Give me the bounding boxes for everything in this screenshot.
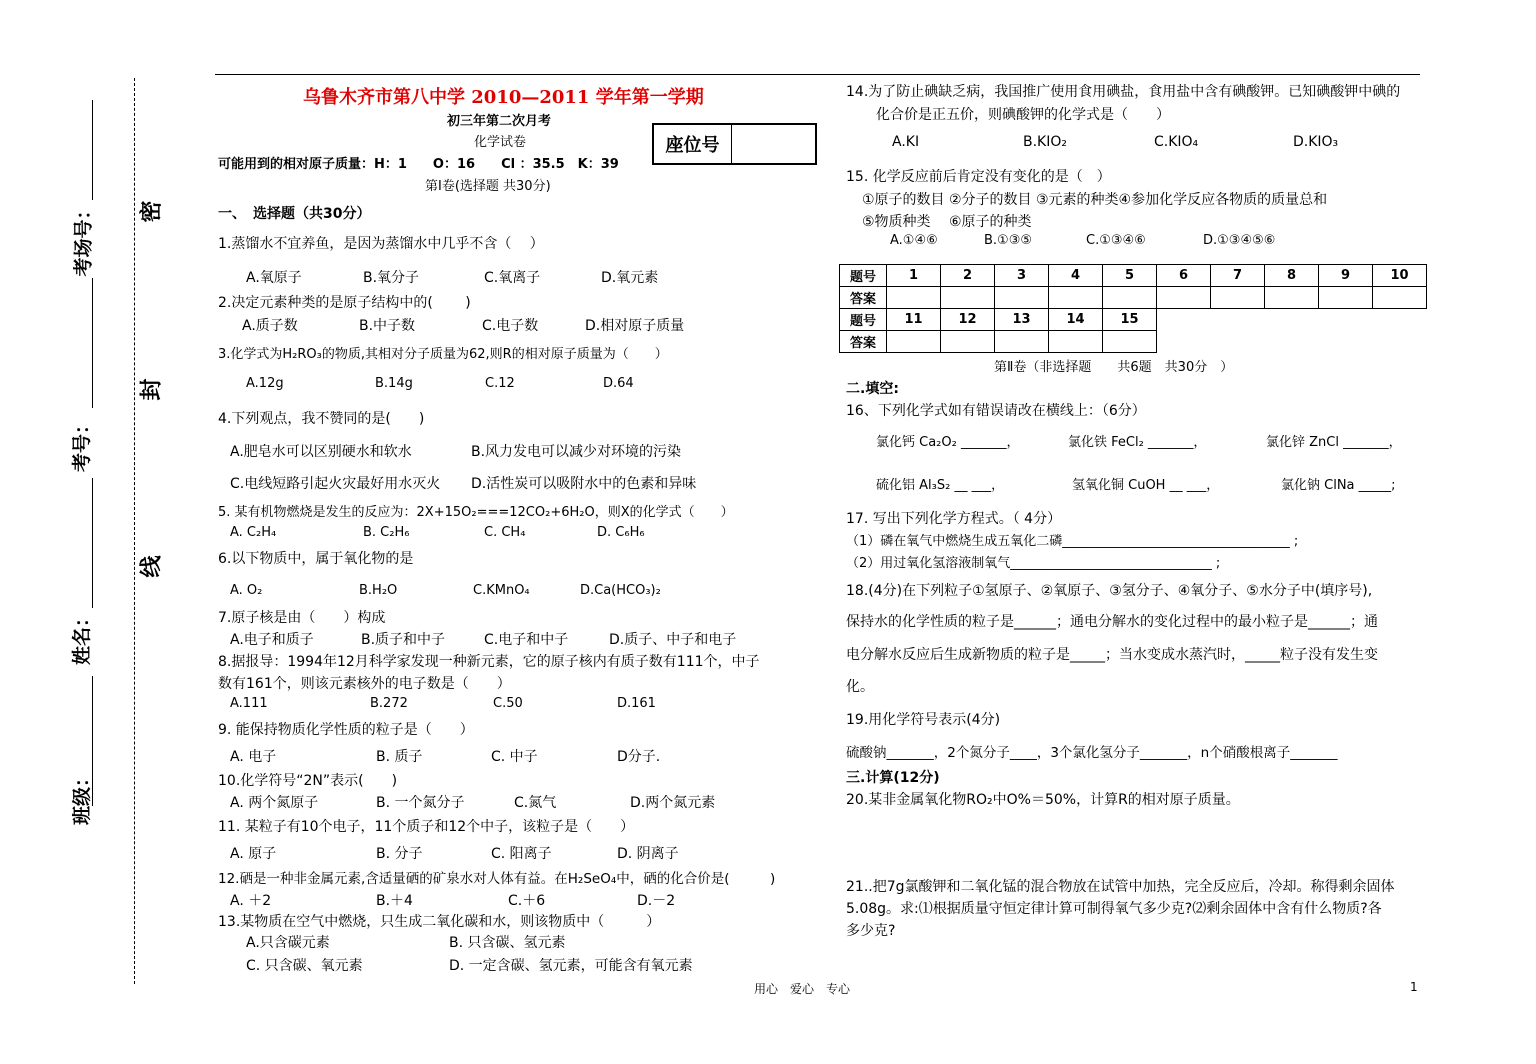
q15-stem: 15. 化学反应前后肯定没有变化的是（ ） — [846, 169, 1111, 185]
q12-stem: 12.硒是一种非金属元素,含适量硒的矿泉水对人体有益。在H₂SeO₄中，硒的化合价是( ) — [218, 871, 776, 887]
question-number-cell: 3 — [995, 265, 1049, 287]
q21-stem-cont-2: 多少克? — [846, 923, 896, 939]
q2-stem: 2.决定元素种类的是原子结构中的( ) — [218, 295, 471, 311]
answer-cell[interactable] — [995, 287, 1049, 309]
answer-cell[interactable] — [1103, 331, 1157, 353]
q8-option-b: B.272 — [370, 696, 408, 711]
table-row — [840, 309, 1157, 331]
q8-stem-cont: 数有161个，则该元素核外的电子数是（ ） — [218, 676, 511, 692]
q10-option-c: C.氮气 — [514, 795, 557, 811]
answer-cell[interactable] — [1049, 287, 1103, 309]
q16-item-2: 氯化铁 FeCl₂ _______， — [1068, 435, 1207, 450]
q8-option-d: D.161 — [617, 696, 656, 711]
q4-option-d: D.活性炭可以吸附水中的色素和异味 — [471, 476, 697, 492]
q3-option-a: A.12g — [246, 376, 284, 391]
q8-option-c: C.50 — [493, 696, 523, 711]
exam-subject: 化学试卷 — [474, 135, 527, 150]
q6-option-a: A. O₂ — [230, 583, 263, 598]
q1-option-d: D.氧元素 — [601, 270, 659, 286]
q13-option-c: C. 只含碳、氧元素 — [246, 958, 363, 974]
table-header-cell: 答案 — [840, 287, 887, 309]
section3-heading: 三.计算(12分) — [846, 770, 940, 786]
q6-stem: 6.以下物质中，属于氧化物的是 — [218, 551, 414, 567]
page-number: 1 — [1410, 980, 1418, 994]
q11-stem: 11. 某粒子有10个电子，11个质子和12个中子，该粒子是（ ） — [218, 819, 635, 835]
q16-item-3: 氯化锌 ZnCl _______， — [1266, 435, 1402, 450]
q5-option-a: A. C₂H₄ — [230, 525, 277, 540]
q12-option-b: B.＋4 — [376, 893, 413, 909]
q21-stem: 21..把7g氯酸钾和二氧化锰的混合物放在试管中加热，完全反应后，冷却。称得剩余固体 — [846, 879, 1395, 895]
answer-table — [839, 264, 1427, 309]
q14-stem-cont: 化合价是正五价，则碘酸钾的化学式是（ ） — [876, 107, 1170, 123]
q18-stem: 18.(4分)在下列粒子①氢原子、②氧原子、③氢分子、④氧分子、⑤水分子中(填序号), — [846, 583, 1373, 599]
seal-char-feng: 封 — [139, 378, 165, 401]
answer-cell[interactable] — [1319, 287, 1373, 309]
atomic-mass-note: 可能用到的相对原子质量：H：1 O：16 Cl ：35.5 K：39 — [218, 157, 619, 172]
exam-room-label: 考场号： — [72, 200, 95, 277]
q11-option-b: B. 分子 — [376, 846, 423, 862]
q13-option-a: A.只含碳元素 — [246, 935, 330, 951]
q7-option-b: B.质子和中子 — [361, 632, 446, 648]
question-number-cell: 5 — [1103, 265, 1157, 287]
question-number-cell: 1 — [887, 265, 941, 287]
section2-heading: 二.填空: — [846, 381, 899, 397]
answer-cell[interactable] — [887, 287, 941, 309]
answer-cell[interactable] — [1157, 287, 1211, 309]
class-label: 班级： — [71, 767, 94, 826]
q17-part2: （2）用过氧化氢溶液制氧气_______________________________ ; — [846, 556, 1221, 571]
exam-title: 乌鲁木齐市第八中学 2010—2011 学年第一学期 — [303, 87, 704, 108]
q4-option-b: B.风力发电可以减少对环境的污染 — [471, 444, 682, 460]
answer-cell[interactable] — [941, 287, 995, 309]
q15-option-c: C.①③④⑥ — [1086, 233, 1146, 248]
q9-stem: 9. 能保持物质化学性质的粒子是（ ） — [218, 722, 474, 738]
answer-table-2 — [839, 308, 1157, 353]
q3-option-b: B.14g — [375, 376, 413, 391]
q1-option-c: C.氧离子 — [484, 270, 541, 286]
q4-option-a: A.肥皂水可以区别硬水和软水 — [230, 444, 412, 460]
question-number-cell: 15 — [1103, 309, 1157, 331]
q15-option-d: D.①③④⑤⑥ — [1203, 233, 1276, 248]
q3-option-d: D.64 — [603, 376, 634, 391]
q2-option-a: A.质子数 — [242, 318, 298, 334]
q17-part1: （1）磷在氧气中燃烧生成五氧化二磷___________________________________ ; — [846, 534, 1299, 549]
q6-option-b: B.H₂O — [359, 583, 398, 598]
q5-option-b: B. C₂H₆ — [363, 525, 410, 540]
exam-number-label: 考号： — [71, 414, 94, 473]
part1-heading: 第Ⅰ卷(选择题 共30分) — [425, 179, 551, 194]
q9-option-a: A. 电子 — [230, 749, 277, 765]
table-header-cell: 题号 — [840, 265, 887, 287]
q3-option-c: C.12 — [485, 376, 515, 391]
table-row — [840, 265, 1427, 287]
q2-option-d: D.相对原子质量 — [585, 318, 685, 334]
question-number-cell: 14 — [1049, 309, 1103, 331]
q19-line-2: 硫酸钠_______，2个氮分子____，3个氯化氢分子_______，n个硝酸根离子_______ — [846, 745, 1338, 761]
q7-option-a: A.电子和质子 — [230, 632, 314, 648]
q4-option-c: C.电线短路引起火灾最好用水灭火 — [230, 476, 441, 492]
q14-option-c: C.KIO₄ — [1154, 134, 1199, 150]
q9-option-b: B. 质子 — [376, 749, 423, 765]
q13-option-b: B. 只含碳、氢元素 — [449, 935, 566, 951]
table-header-cell: 题号 — [840, 309, 887, 331]
q10-option-a: A. 两个氮原子 — [230, 795, 319, 811]
q7-option-c: C.电子和中子 — [484, 632, 569, 648]
q2-option-c: C.电子数 — [482, 318, 539, 334]
q19-stem: 19.用化学符号表示(4分) — [846, 712, 1001, 728]
q15-option-b: B.①③⑤ — [984, 233, 1033, 248]
q12-option-a: A. ＋2 — [230, 893, 272, 909]
question-number-cell: 6 — [1157, 265, 1211, 287]
q16-item-1: 氯化钙 Ca₂O₂ _______， — [876, 435, 1020, 450]
q11-option-c: C. 阳离子 — [491, 846, 552, 862]
q14-option-d: D.KIO₃ — [1293, 134, 1339, 150]
question-number-cell: 12 — [941, 309, 995, 331]
question-number-cell: 2 — [941, 265, 995, 287]
name-label: 姓名： — [71, 607, 94, 666]
answer-cell[interactable] — [995, 331, 1049, 353]
q10-option-d: D.两个氮元素 — [630, 795, 716, 811]
binding-line — [92, 100, 93, 200]
q1-option-a: A.氧原子 — [246, 270, 302, 286]
q16-item-5: 氢氧化铜 CuOH __ ___， — [1072, 478, 1220, 493]
binding-line — [92, 278, 93, 408]
seat-number-label: 座位号 — [654, 125, 732, 163]
top-rule — [215, 74, 1420, 75]
q13-option-d: D. 一定含碳、氢元素，可能含有氧元素 — [449, 958, 693, 974]
question-number-cell: 4 — [1049, 265, 1103, 287]
answer-cell[interactable] — [1373, 287, 1427, 309]
table-row — [840, 331, 1157, 353]
answer-cell[interactable] — [941, 331, 995, 353]
question-number-cell: 8 — [1265, 265, 1319, 287]
q18-line-2: 保持水的化学性质的粒子是______；通电分解水的变化过程中的最小粒子是______；通 — [846, 614, 1378, 630]
section1-heading: 一、 选择题（共30分） — [218, 206, 371, 222]
q9-option-c: C. 中子 — [491, 749, 538, 765]
q16-stem: 16、下列化学式如有错误请改在横线上：（6分） — [846, 403, 1146, 419]
q13-stem: 13.某物质在空气中燃烧，只生成二氧化碳和水，则该物质中（ ） — [218, 914, 661, 930]
seat-number-box[interactable] — [652, 123, 817, 165]
q12-option-c: C.＋6 — [508, 893, 546, 909]
q14-option-a: A.KI — [892, 134, 920, 150]
answer-cell[interactable] — [887, 331, 941, 353]
answer-cell[interactable] — [1049, 331, 1103, 353]
q8-option-a: A.111 — [230, 696, 268, 711]
q6-option-d: D.Ca(HCO₃)₂ — [580, 583, 661, 598]
binding-line — [92, 478, 93, 608]
q8-stem: 8.据报导：1994年12月科学家发现一种新元素，它的原子核内有质子数有111个，中子 — [218, 654, 760, 670]
q7-option-d: D.质子、中子和电子 — [609, 632, 737, 648]
question-number-cell: 11 — [887, 309, 941, 331]
q12-option-d: D.－2 — [637, 893, 676, 909]
q4-stem: 4.下列观点，我不赞同的是( ) — [218, 411, 425, 427]
q16-item-6: 氯化钠 ClNa _____; — [1281, 478, 1396, 493]
part2-heading: 第Ⅱ卷（非选择题 共6题 共30分 ） — [994, 360, 1234, 375]
table-header-cell: 答案 — [840, 331, 887, 353]
q20-stem: 20.某非金属氧化物RO₂中O%＝50%，计算R的相对原子质量。 — [846, 792, 1240, 808]
answer-cell[interactable] — [1265, 287, 1319, 309]
question-number-cell: 9 — [1319, 265, 1373, 287]
answer-cell[interactable] — [1211, 287, 1265, 309]
q10-stem: 10.化学符号“2N”表示( ) — [218, 773, 398, 789]
q16-item-4: 硫化铝 Al₃S₂ __ ___， — [876, 478, 1005, 493]
q14-stem: 14.为了防止碘缺乏病，我国推广使用食用碘盐，食用盐中含有碘酸钾。已知碘酸钾中碘的 — [846, 84, 1401, 100]
q11-option-a: A. 原子 — [230, 846, 277, 862]
question-number-cell: 7 — [1211, 265, 1265, 287]
seal-char-mi: 密 — [139, 200, 165, 223]
q21-stem-cont: 5.08g。求:⑴根据质量守恒定律计算可制得氧气多少克?⑵剩余固体中含有什么物质?各 — [846, 901, 1382, 917]
q11-option-d: D. 阴离子 — [617, 846, 679, 862]
q7-stem: 7.原子核是由（ ）构成 — [218, 610, 386, 626]
q1-option-b: B.氧分子 — [363, 270, 420, 286]
q17-stem: 17. 写出下列化学方程式。（ 4分） — [846, 511, 1062, 527]
q18-line-3: 电分解水反应后生成新物质的粒子是_____；当水变成水蒸汽时，_____粒子没有发生变 — [846, 647, 1378, 663]
q15-items-2: ⑤物质种类 ⑥原子的种类 — [862, 214, 1032, 230]
seal-char-xian: 线 — [139, 555, 165, 578]
q5-option-c: C. CH₄ — [484, 525, 526, 540]
question-number-cell: 10 — [1373, 265, 1427, 287]
q15-items-1: ①原子的数目 ②分子的数目 ③元素的种类④参加化学反应各物质的质量总和 — [862, 192, 1328, 208]
table-row — [840, 287, 1427, 309]
q9-option-d: D分子. — [617, 749, 661, 765]
q18-line-4: 化。 — [846, 679, 874, 695]
q10-option-b: B. 一个氮分子 — [376, 795, 465, 811]
q5-option-d: D. C₆H₆ — [597, 525, 645, 540]
answer-cell[interactable] — [1103, 287, 1157, 309]
q6-option-c: C.KMnO₄ — [473, 583, 530, 598]
q3-stem: 3.化学式为H₂RO₃的物质,其相对分子质量为62,则R的相对原子质量为（ ） — [218, 347, 668, 362]
exam-subtitle: 初三年第二次月考 — [447, 114, 552, 129]
q1-stem: 1.蒸馏水不宜养鱼，是因为蒸馏水中几乎不含（ ） — [218, 236, 544, 252]
q2-option-b: B.中子数 — [359, 318, 416, 334]
q15-option-a: A.①④⑥ — [890, 233, 938, 248]
question-number-cell: 13 — [995, 309, 1049, 331]
footer-motto: 用心 爱心 专心 — [754, 982, 851, 996]
q14-option-b: B.KIO₂ — [1023, 134, 1067, 150]
q5-stem: 5. 某有机物燃烧是发生的反应为：2X+15O₂===12CO₂+6H₂O，则X的化学式（ ） — [218, 505, 734, 520]
